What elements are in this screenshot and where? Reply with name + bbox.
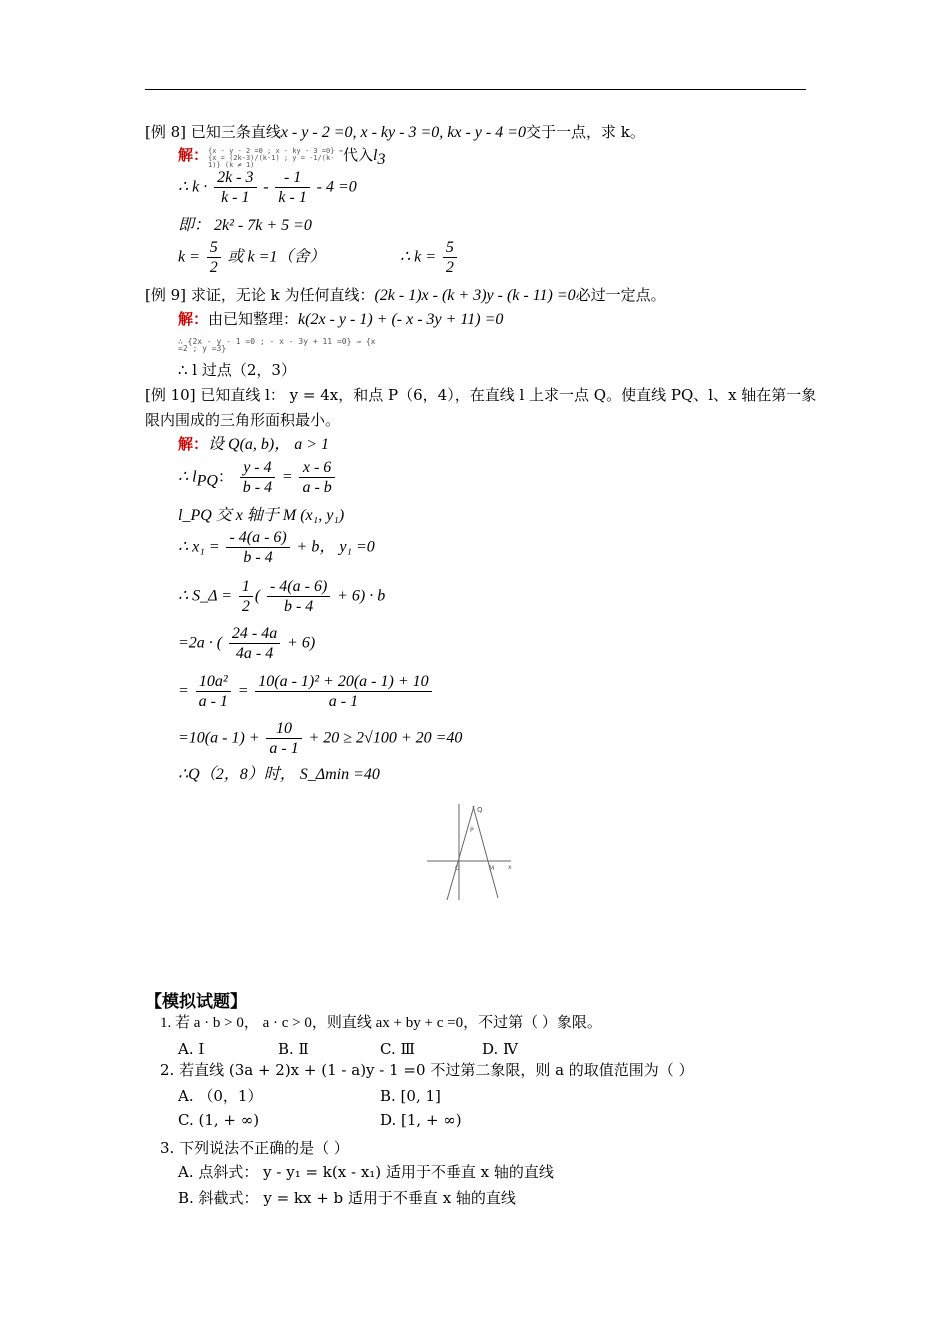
ex8-solution-start: 解：{x - y - 2 =0 ; x - ky - 3 =0} ⇒ {x = (2k-3)/(k-1) ; y = -1/(k-1)} (k ≠ 1)代入$l_3$ (178, 146, 386, 169)
ex10-step8: =10(a - 1) + $\frac{10}{a - 1}$ + 20 ≥ 2√100 + 20 =40 (178, 720, 463, 757)
ex10-step9: ∴Q（2，8）时， S_Δmin =40 (178, 766, 380, 783)
line-pq (473, 806, 498, 898)
ex10-step1: 解：设 Q(a, b)， a > 1 (178, 435, 330, 453)
mock-heading: 【模拟试题】 (145, 992, 247, 1012)
ex10-step7: = $\frac{\text{10a²}}{a - 1}$ = $\frac{\text{10(a - 1)² + 20(a - 1) + 10}}{a - 1}$ (178, 672, 434, 711)
ex9-step2 (178, 334, 378, 354)
ex9-system: ∴ {2x - y - 1 =0 ; - x - 3y + 11 =0} ⇒ {x =2 ; y =3} (178, 337, 376, 353)
q1-opt-b: B. Ⅱ (278, 1040, 309, 1058)
ex8-step3: k = $\frac{5}{2}$ 或 k =1（舍） (178, 239, 326, 276)
ex10-step5: ∴ S_Δ = $\frac{1}{2}$ ( $\frac{- 4(a - 6)}{b - 4}$ + 6) · b (178, 578, 386, 615)
q2: 2. 若直线 (3a + 2)x + (1 - a)y - 1 =0 不过第二象限，则 a 的取值范围为（ ） (160, 1061, 694, 1079)
q2-opt-c: C. (1, + ∞) (178, 1111, 260, 1129)
ex8-step2: 即： 2k² - 7k + 5 =0 (178, 217, 312, 234)
q3-opt-b: B. 斜截式： y = kx + b 适用于不垂直 x 轴的直线 (178, 1189, 516, 1207)
ex8-answer: ∴ k = $\frac{5}{2}$ (400, 238, 459, 277)
ex9-statement: [例 9] 求证，无论 k 为任何直线：(2k - 1)x - (k + 3)y - (k - 11) =0必过一定点。 (145, 286, 666, 304)
q2-opt-a: A. （0，1） (178, 1087, 263, 1105)
ex10-step2: ∴ $l_{PQ}$： $\frac{y - 4}{b - 4}$ = $\frac{x - 6}{a - b}$ (178, 458, 337, 497)
q3-opt-a: A. 点斜式： y - y₁ = k(x - x₁) 适用于不垂直 x 轴的直线 (178, 1163, 554, 1181)
ex9-step1: 解：由已知整理：k(2x - y - 1) + (- x - 3y + 11) =0 (178, 310, 504, 328)
ex10-statement-line1: [例 10] 已知直线 l： y = 4x，和点 P（6，4），在直线 l 上求一点 Q。使直线 PQ、l、x 轴在第一象 (145, 386, 817, 404)
label-p: P (470, 827, 474, 834)
ex8-step1: ∴ k · $\frac{2k - 3}{k - 1}$ - $\frac{- 1}{k - 1}$ - 4 =0 (178, 169, 357, 206)
ex10-step6: =2a · ( $\frac{24 - 4a}{4a - 4}$ + 6) (178, 625, 316, 662)
ex8-statement: [例 8] 已知三条直线x - y - 2 =0, x - ky - 3 =0, kx - y - 4 =0交于一点，求 k。 (145, 123, 645, 141)
q3: 3. 下列说法不正确的是（ ） (160, 1139, 349, 1157)
label-q: Q (477, 806, 483, 814)
q1-opt-a: A. Ⅰ (178, 1040, 205, 1058)
label-m: M (489, 865, 495, 872)
ex10-graph (425, 800, 515, 905)
ex10-step4: ∴ x₁ = $\frac{- 4(a - 6)}{b - 4}$ + b， y₁ =0 (178, 529, 375, 566)
ex9-step3: ∴ l 过点（2，3） (178, 361, 296, 379)
line-l (447, 806, 474, 900)
q2-opt-d: D. [1, + ∞) (380, 1111, 462, 1129)
ex10-statement-line2: 限内围成的三角形面积最小。 (145, 411, 341, 429)
header-rule (145, 89, 806, 90)
q2-opt-b: B. [0, 1] (380, 1087, 441, 1105)
ex8-system: {x - y - 2 =0 ; x - ky - 3 =0} ⇒ {x = (2k-3)/(k-1) ; y = -1/(k-1)} (k ≠ 1) (208, 147, 343, 169)
q1-opt-c: C. Ⅲ (380, 1040, 415, 1058)
ex10-step3: l_PQ 交 x 轴于 M (x₁, y₁) (178, 507, 345, 524)
q1-opt-d: D. Ⅳ (482, 1040, 519, 1058)
label-o: O (455, 865, 460, 872)
q1: 1. 若 a · b > 0， a · c > 0，则直线 ax + by + c =0，不过第（ ）象限。 (160, 1015, 602, 1031)
label-x: x (508, 864, 512, 871)
